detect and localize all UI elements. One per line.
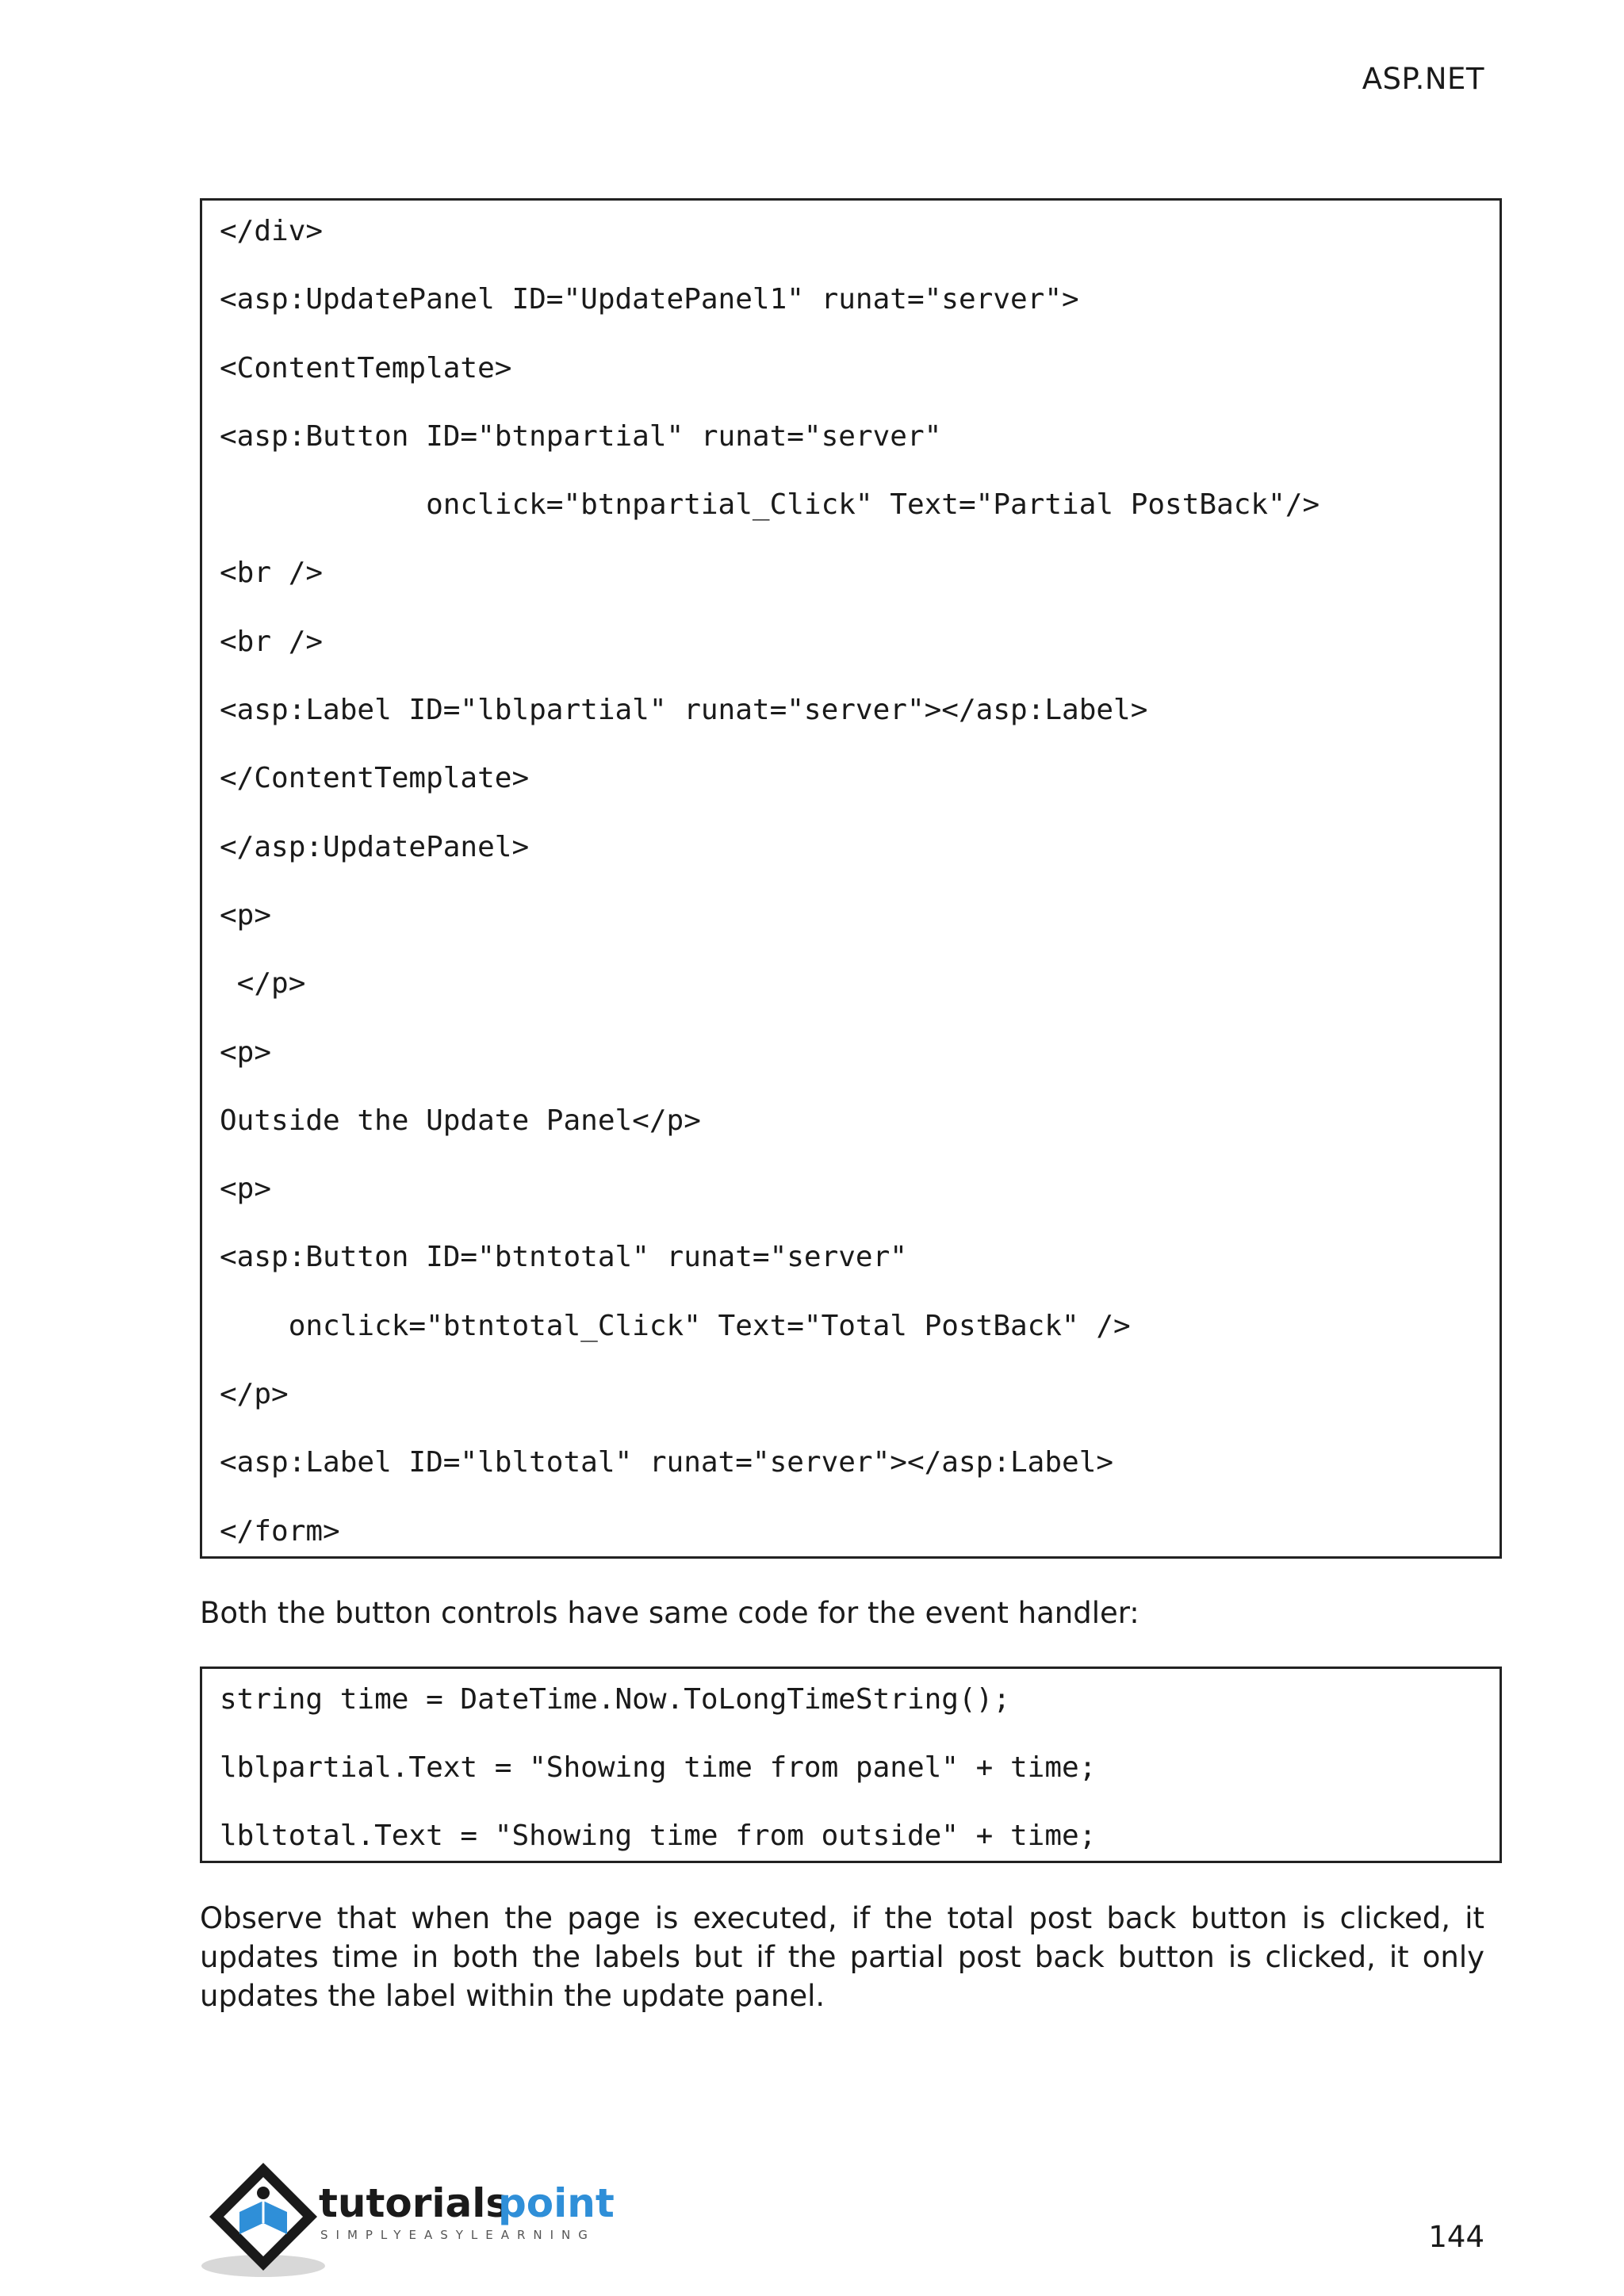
code-line: <br /> (220, 625, 324, 658)
running-header-title: ASP.NET (1362, 62, 1484, 96)
page-number: 144 (1428, 2220, 1484, 2254)
code-line: </asp:UpdatePanel> (220, 830, 530, 863)
code-line: </ContentTemplate> (220, 762, 530, 795)
code-block-markup (200, 198, 1502, 1559)
logo-tagline: SIMPLYEASYLEARNING (320, 2228, 596, 2242)
code-line: string time = DateTime.Now.ToLongTimeString(); (220, 1683, 1010, 1716)
code-line: onclick="btnpartial_Click" Text="Partial PostBack"/> (220, 488, 1320, 522)
code-line: </p> (220, 1378, 289, 1411)
code-line: </form> (220, 1514, 340, 1548)
code-line: <p> (220, 1035, 272, 1069)
code-line: </p> (220, 967, 306, 1001)
logo-word-point: point (498, 2180, 615, 2226)
code-line: </div> (220, 215, 324, 247)
tutorialspoint-logo (200, 2156, 644, 2283)
code-line: <p> (220, 1173, 272, 1206)
code-line: <asp:Label ID="lblpartial" runat="server"></asp:Label> (220, 694, 1148, 727)
code-line: onclick="btntotal_Click" Text="Total PostBack" /> (220, 1309, 1131, 1342)
code-line: lblpartial.Text = "Showing time from panel" + time; (220, 1751, 1097, 1784)
logo-graphic (200, 2156, 644, 2283)
code-line: <p> (220, 898, 272, 932)
logo-word-tutorials: tutorials (319, 2180, 510, 2226)
code-line: <asp:Label ID="lbltotal" runat="server"></asp:Label> (220, 1446, 1114, 1479)
code-line: <asp:Button ID="btntotal" runat="server" (220, 1241, 907, 1274)
body-paragraph-observation: Observe that when the page is executed, if the total post back button is clicked, it updates time in both the labels but if the partial post back button is clicked, it only updates the label within the update panel. (200, 1901, 1484, 2013)
code-line: <br /> (220, 557, 324, 590)
body-paragraph-intro: Both the button controls have same code for the event handler: (200, 1596, 1139, 1630)
code-line: <ContentTemplate> (220, 351, 512, 385)
code-line: lbltotal.Text = "Showing time from outside" + time; (220, 1820, 1097, 1852)
code-line: <asp:UpdatePanel ID="UpdatePanel1" runat="server"> (220, 283, 1079, 316)
code-line: Outside the Update Panel</p> (220, 1104, 701, 1137)
code-block-event-handler (200, 1667, 1502, 1863)
code-line: <asp:Button ID="btnpartial" runat="server" (220, 419, 942, 453)
